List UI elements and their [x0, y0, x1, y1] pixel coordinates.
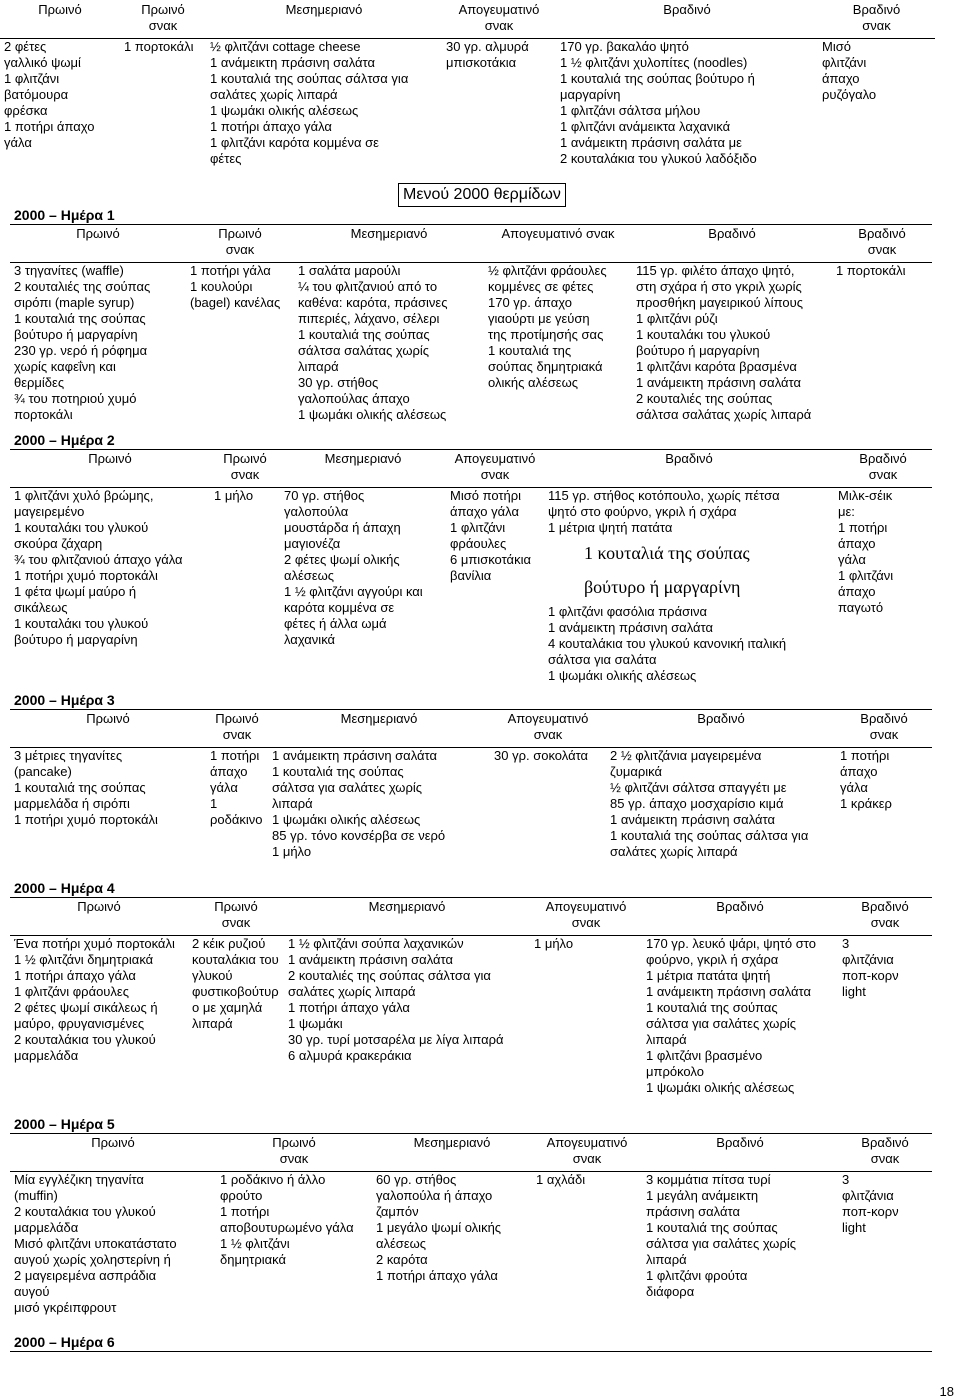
- day5-header-snack1: Πρωινό σνακ: [216, 1135, 372, 1171]
- top-breakfast: 2 φέτες γαλλικό ψωμί 1 φλιτζάνι βατόμουρα φρέσκα 1 ποτήρι άπαχο γάλα: [4, 38, 95, 150]
- day1-table: [10, 226, 932, 423]
- day2-table: [10, 451, 932, 684]
- day2-header-snack3: Βραδινό σνακ: [834, 451, 932, 487]
- day2-header-breakfast: Πρωινό: [10, 451, 210, 487]
- day4-lunch: 1 ½ φλιτζάνι σούπα λαχανικών 1 ανάμεικτη πράσινη σαλάτα 2 κουταλιές της σούπας σάλτσα για σαλάτες χωρίς λιπαρά 1 ποτήρι άπαχο γάλα 1 ψωμάκι 30 γρ. τυρί μοτσαρέλα με λίγα λιπαρά 6 αλμυρά κρακεράκια: [288, 935, 504, 1063]
- day2-snack1: 1 μήλο: [214, 487, 254, 503]
- day3-header-dinner: Βραδινό: [606, 711, 836, 747]
- day4-snack1: 2 κέικ ρυζιού κουταλάκια του γλυκού φυστικοβούτυρ ο με χαμηλά λιπαρά: [192, 935, 279, 1031]
- day3-header-breakfast: Πρωινό: [10, 711, 206, 747]
- day2-header-lunch: Μεσημεριανό: [280, 451, 446, 487]
- top-snack1: 1 πορτοκάλι: [124, 38, 194, 54]
- day4-divider: [10, 897, 932, 898]
- day5-header-snack2: Απογευματινό σνακ: [532, 1135, 642, 1171]
- header-dinner: Βραδινό: [556, 2, 818, 38]
- day4-header-lunch: Μεσημεριανό: [284, 899, 530, 935]
- day4-header-snack2: Απογευματινό σνακ: [530, 899, 642, 935]
- day4-header-dinner: Βραδινό: [642, 899, 838, 935]
- day1-label: 2000 – Ημέρα 1: [14, 207, 115, 223]
- day2-dinner-part1: 115 γρ. στήθος κοτόπουλο, χωρίς πέτσα ψητό στο φούρνο, γκριλ ή σχάρα 1 μέτρια ψητή πατάτα: [548, 487, 780, 535]
- day5-header-lunch: Μεσημεριανό: [372, 1135, 532, 1171]
- header-snack1: Πρωινό σνακ: [120, 2, 206, 38]
- day3-snack2: 30 γρ. σοκολάτα: [494, 747, 589, 763]
- top-snack3: Μισό φλιτζάνι άπαχο ρυζόγαλο: [822, 38, 877, 102]
- day5-header-snack3: Βραδινό σνακ: [838, 1135, 932, 1171]
- header-lunch: Μεσημεριανό: [206, 2, 442, 38]
- day5-snack2: 1 αχλάδι: [536, 1171, 586, 1187]
- day3-lunch: 1 ανάμεικτη πράσινη σαλάτα 1 κουταλιά της σούπας σάλτσα για σαλάτες χωρίς λιπαρά 1 ψωμάκι ολικής αλέσεως 85 γρ. τόνο κονσέρβα σε νερό 1 μήλο: [272, 747, 446, 859]
- day2-dinner: [544, 487, 834, 684]
- day3-header-snack1: Πρωινό σνακ: [206, 711, 268, 747]
- day1-header-dinner: Βραδινό: [632, 226, 832, 262]
- day5-header-breakfast: Πρωινό: [10, 1135, 216, 1171]
- top-dinner: 170 γρ. βακαλάο ψητό 1 ½ φλιτζάνι χυλοπίτες (noodles) 1 κουταλιά της σούπας βούτυρο ή μαργαρίνη 1 φλιτζάνι σάλτσα μήλου 1 φλιτζάνι ανάμεικτα λαχανικά 1 ανάμεικτη πράσινη σαλάτα με 2 κουταλάκια του γλυκού λαδόξιδο: [560, 38, 757, 166]
- day3-snack3: 1 ποτήρι άπαχο γάλα 1 κράκερ: [840, 747, 892, 811]
- day4-breakfast: Ένα ποτήρι χυμό πορτοκάλι 1 ½ φλιτζάνι δημητριακά 1 ποτήρι άπαχο γάλα 1 φλιτζάνι φράουλες 2 φέτες ψωμί σικάλεως ή μαύρο, φρυγανισμένες 2 κουταλάκια του γλυκού μαρμελάδα: [14, 935, 175, 1063]
- day4-header-snack3: Βραδινό σνακ: [838, 899, 932, 935]
- day2-label: 2000 – Ημέρα 2: [14, 432, 115, 448]
- day2-snack2: Μισό ποτήρι άπαχο γάλα 1 φλιτζάνι φράουλες 6 μπισκοτάκια βανίλια: [450, 487, 531, 583]
- day3-header-lunch: Μεσημεριανό: [268, 711, 490, 747]
- day1-snack3: 1 πορτοκάλι: [836, 262, 906, 278]
- day4-header-breakfast: Πρωινό: [10, 899, 188, 935]
- day3-table: [10, 711, 932, 860]
- day5-header-dinner: Βραδινό: [642, 1135, 838, 1171]
- day5-snack3: 3 φλιτζάνια ποπ-κορν light: [842, 1171, 899, 1235]
- day1-header-snack1: Πρωινό σνακ: [186, 226, 294, 262]
- day5-snack1: 1 ροδάκινο ή άλλο φρούτο 1 ποτήρι αποβουτυρωμένο γάλα 1 ½ φλιτζάνι δημητριακά: [220, 1171, 354, 1267]
- page-number: 18: [939, 1384, 954, 1399]
- day3-snack1: 1 ποτήρι άπαχο γάλα 1 ροδάκινο: [210, 747, 263, 827]
- day2-header-snack1: Πρωινό σνακ: [210, 451, 280, 487]
- day3-header-snack2: Απογευματινό σνακ: [490, 711, 606, 747]
- day2-dinner-emph2: βούτυρο ή μαργαρίνη: [584, 576, 741, 597]
- day1-divider: [10, 224, 932, 225]
- day5-label: 2000 – Ημέρα 5: [14, 1116, 115, 1132]
- day4-snack2: 1 μήλο: [534, 935, 574, 951]
- day1-snack1: 1 ποτήρι γάλα 1 κουλούρι (bagel) κανέλας: [190, 262, 281, 310]
- day2-header-dinner: Βραδινό: [544, 451, 834, 487]
- day5-table: [10, 1135, 932, 1316]
- day4-snack3: 3 φλιτζάνια ποπ-κορν light: [842, 935, 899, 999]
- day6-divider: [10, 1351, 932, 1352]
- day2-snack3: Μιλκ-σέικ με: 1 ποτήρι άπαχο γάλα 1 φλιτζάνι άπαχο παγωτό: [838, 487, 894, 615]
- header-snack3: Βραδινό σνακ: [818, 2, 935, 38]
- day2-breakfast: 1 φλιτζάνι χυλό βρώμης, μαγειρεμένο 1 κουταλάκι του γλυκού σκούρα ζάχαρη ¾ του φλιτζανιού άπαχο γάλα 1 ποτήρι χυμό πορτοκάλι 1 φέτα ψωμί μαύρο ή σικάλεως 1 κουταλάκι του γλυκού βούτυρο ή μαργαρίνη: [14, 487, 183, 647]
- day1-header-snack2: Απογευματινό σνακ: [484, 226, 632, 262]
- day3-dinner: 2 ½ φλιτζάνια μαγειρεμένα ζυμαρικά ½ φλιτζάνι σάλτσα σπαγγέτι με 85 γρ. άπαχο μοσχαρίσιο κιμά 1 ανάμεικτη πράσινη σαλάτα 1 κουταλιά της σούπας σάλτσα για σαλάτες χωρίς λιπαρά: [610, 747, 809, 859]
- day4-dinner: 170 γρ. λευκό ψάρι, ψητό στο φούρνο, γκριλ ή σχάρα 1 μέτρια πατάτα ψητή 1 ανάμεικτη πράσινη σαλάτα 1 κουταλιά της σούπας σάλτσα για σαλάτες χωρίς λιπαρά 1 φλιτζάνι βρασμένο μπρόκολο 1 ψωμάκι ολικής αλέσεως: [646, 935, 816, 1095]
- day3-divider: [10, 709, 932, 710]
- day5-breakfast: Μία εγγλέζικη τηγανίτα (muffin) 2 κουταλάκια του γλυκού μαρμελάδα Μισό φλιτζάνι υποκατάστατο αυγού χωρίς χοληστερίνη ή 2 μαγειρεμένα ασπράδια αυγού μισό γκρέιπφρουτ: [14, 1171, 177, 1315]
- day4-label: 2000 – Ημέρα 4: [14, 880, 115, 896]
- top-table: [0, 2, 935, 167]
- header-snack2: Απογευματινό σνακ: [442, 2, 556, 38]
- day1-snack2: ½ φλιτζάνι φράουλες κομμένες σε φέτες 170 γρ. άπαχο γιαούρτι με γεύση της προτίμησής σας 1 κουταλιά της σούπας δημητριακά ολικής αλέσεως: [488, 262, 607, 390]
- day3-header-snack3: Βραδινό σνακ: [836, 711, 932, 747]
- top-snack2: 30 γρ. αλμυρά μπισκοτάκια: [446, 38, 529, 70]
- day1-lunch: 1 σαλάτα μαρούλι ¼ του φλιτζανιού από το καθένα: καρότα, πράσινες πιπεριές, λάχανο, σέλερι 1 κουταλιά της σούπας σάλτσα σαλάτας χωρίς λιπαρά 30 γρ. στήθος γαλοπούλας άπαχο 1 ψωμάκι ολικής αλέσεως: [298, 262, 448, 422]
- day3-breakfast: 3 μέτριες τηγανίτες (pancake) 1 κουταλιά της σούπας μαρμελάδα ή σιρόπι 1 ποτήρι χυμό πορτοκάλι: [14, 747, 158, 827]
- day1-header-lunch: Μεσημεριανό: [294, 226, 484, 262]
- day2-lunch: 70 γρ. στήθος γαλοπούλα μουστάρδα ή άπαχη μαγιονέζα 2 φέτες ψωμί ολικής αλέσεως 1 ½ φλιτζάνι αγγούρι και καρότα κομμένα σε φέτες ή άλλα ωμά λαχανικά: [284, 487, 423, 647]
- day2-dinner-part2: 1 φλιτζάνι φασόλια πράσινα 1 ανάμεικτη πράσινη σαλάτα 4 κουταλάκια του γλυκού κανονική ιταλική σάλτσα για σαλάτα 1 ψωμάκι ολικής αλέσεως: [548, 603, 787, 683]
- day5-divider: [10, 1133, 932, 1134]
- day5-lunch: 60 γρ. στήθος γαλοπούλα ή άπαχο ζαμπόν 1 μεγάλο ψωμί ολικής αλέσεως 2 καρότα 1 ποτήρι άπαχο γάλα: [376, 1171, 502, 1283]
- day2-header-snack2: Απογευματινό σνακ: [446, 451, 544, 487]
- day1-header-breakfast: Πρωινό: [10, 226, 186, 262]
- day2-dinner-emph1: 1 κουταλιά της σούπας: [584, 542, 750, 563]
- day1-header-snack3: Βραδινό σνακ: [832, 226, 932, 262]
- menu-title: Μενού 2000 θερμίδων: [398, 183, 566, 207]
- day4-table: [10, 899, 932, 1096]
- day6-label: 2000 – Ημέρα 6: [14, 1334, 115, 1350]
- day2-divider: [10, 449, 932, 450]
- day4-header-snack1: Πρωινό σνακ: [188, 899, 284, 935]
- day5-dinner: 3 κομμάτια πίτσα τυρί 1 μεγάλη ανάμεικτη πράσινη σαλάτα 1 κουταλιά της σούπας σάλτσα για σαλάτες χωρίς λιπαρά 1 φλιτζάνι φρούτα διάφορα: [646, 1171, 796, 1299]
- top-lunch: ½ φλιτζάνι cottage cheese 1 ανάμεικτη πράσινη σαλάτα 1 κουταλιά της σούπας σάλτσα για σαλάτες χωρίς λιπαρά 1 ψωμάκι ολικής αλέσεως 1 ποτήρι άπαχο γάλα 1 φλιτζάνι καρότα κομμένα σε φέτες: [210, 38, 409, 166]
- header-breakfast: Πρωινό: [0, 2, 120, 38]
- day1-breakfast: 3 τηγανίτες (waffle) 2 κουταλιές της σούπας σιρόπι (maple syrup) 1 κουταλιά της σούπας βούτυρο ή μαργαρίνη 230 γρ. νερό ή ρόφημα χωρίς καφεΐνη και θερμίδες ¾ του ποτηριού χυμό πορτοκάλι: [14, 262, 151, 422]
- day1-dinner: 115 γρ. φιλέτο άπαχο ψητό, στη σχάρα ή στο γκριλ χωρίς προσθήκη μαγειρικού λίπους 1 φλιτζάνι ρύζι 1 κουταλάκι του γλυκού βούτυρο ή μαργαρίνη 1 φλιτζάνι καρότα βρασμένα 1 ανάμεικτη πράσινη σαλάτα 2 κουταλιές της σούπας σάλτσα σαλάτας χωρίς λιπαρά: [636, 262, 812, 422]
- day3-label: 2000 – Ημέρα 3: [14, 692, 115, 708]
